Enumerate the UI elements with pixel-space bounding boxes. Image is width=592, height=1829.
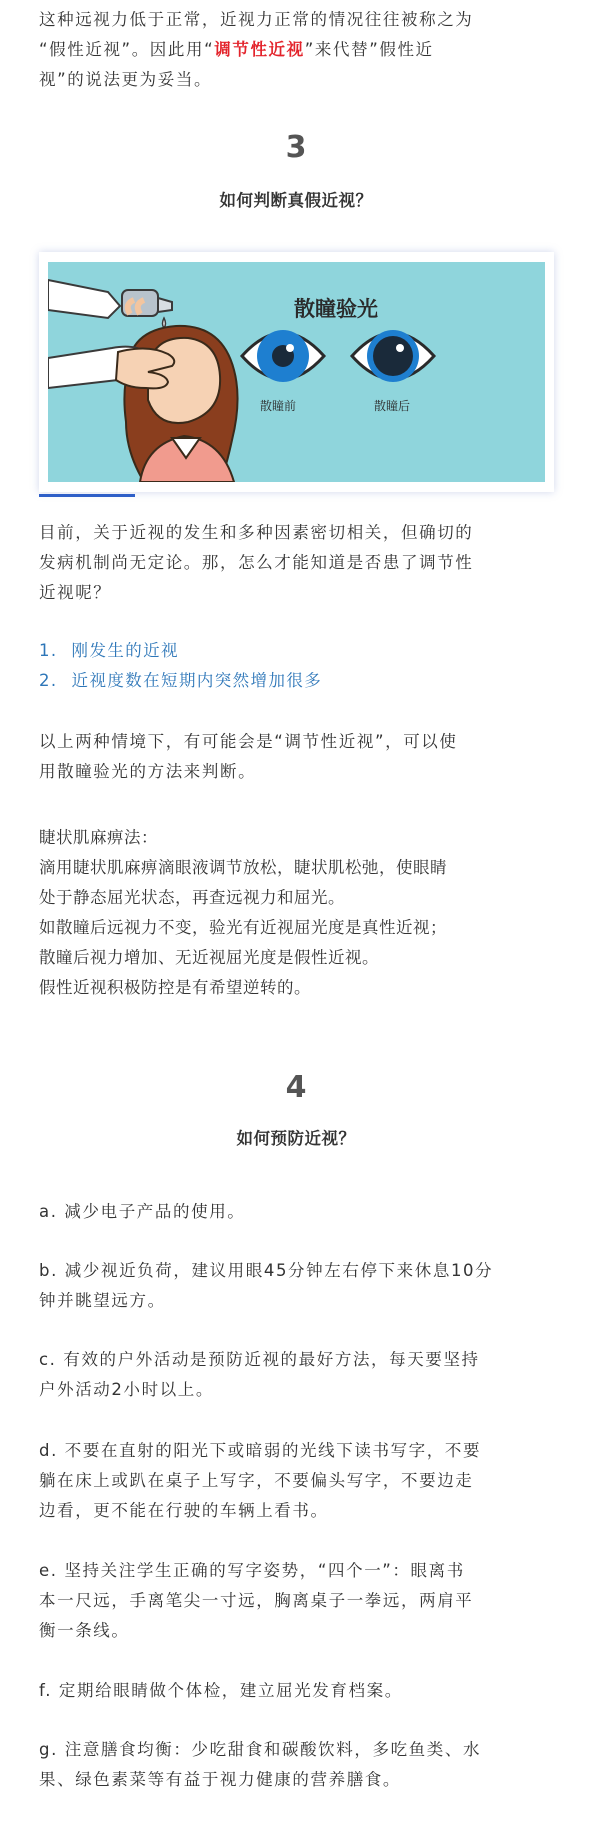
list-item: 2. 近视度数在短期内突然增加很多: [39, 671, 323, 690]
section-4-number: 4: [285, 1070, 307, 1105]
prevention-item-f: f. 定期给眼睛做个体检，建立屈光发育档案。: [39, 1681, 403, 1700]
illustration-title: 散瞳验光: [294, 297, 378, 321]
paragraph-line: 目前，关于近视的发生和多种因素密切相关，但确切的: [39, 523, 474, 542]
figure-progress-bar: [39, 494, 135, 497]
list-item: 1. 刚发生的近视: [39, 641, 179, 660]
section-3-paragraph: [39, 518, 554, 608]
intro-paragraph: [39, 5, 554, 95]
section-3-paragraph-2: [39, 727, 554, 787]
method-paragraph: [39, 823, 559, 1003]
illustration-svg: [48, 262, 545, 482]
section-4-title: 如何预防近视？: [236, 1129, 356, 1148]
method-line: 如散瞳后远视力不变，验光有近视屈光度是真性近视；: [39, 918, 447, 937]
intro-line-2: “假性近视”。因此用“调节性近视”来代替”假性近: [39, 40, 434, 59]
paragraph-line: 用散瞳验光的方法来判断。: [39, 762, 257, 781]
paragraph-line: 以上两种情境下，有可能会是“调节性近视”，可以使: [39, 732, 458, 751]
section-3-title: 如何判断真假近视？: [219, 191, 373, 210]
method-line: 处于静态屈光状态，再查远视力和屈光。: [39, 888, 345, 907]
intro-line-1: 这种远视力低于正常，近视力正常的情况往往被称之为: [39, 10, 474, 29]
method-line: 滴用睫状肌麻痹滴眼液调节放松，睫状肌松弛，使眼睛: [39, 858, 447, 877]
label-after: 散瞳后: [373, 399, 411, 413]
prevention-item-c: c. 有效的户外活动是预防近视的最好方法，每天要坚持 户外活动2小时以上。: [39, 1350, 480, 1399]
intro-line-3: 视”的说法更为妥当。: [39, 70, 213, 89]
symptom-list: [39, 636, 554, 696]
dilation-refraction-illustration: [39, 252, 554, 492]
method-heading: 睫状肌麻痹法：: [39, 828, 158, 847]
prevention-item-d: d. 不要在直射的阳光下或暗弱的光线下读书写字，不要 躺在床上或趴在桌子上写字，不要偏头写字，不要边走 边看，更不能在行驶的车辆上看书。: [39, 1441, 482, 1520]
label-before: 散瞳前: [259, 399, 297, 413]
prevention-item-g: g. 注意膳食均衡：少吃甜食和碳酸饮料，多吃鱼类、水 果、绿色素菜等有益于视力健康的营养膳食。: [39, 1740, 482, 1789]
highlight-term: 调节性近视: [214, 40, 305, 59]
paragraph-line: 发病机制尚无定论。那，怎么才能知道是否患了调节性: [39, 553, 474, 572]
method-line: 散瞳后视力增加、无近视屈光度是假性近视。: [39, 948, 379, 967]
method-line: 假性近视积极防控是有希望逆转的。: [39, 978, 311, 997]
paragraph-line: 近视呢？: [39, 583, 112, 602]
prevention-item-e: e. 坚持关注学生正确的写字姿势，“四个一”：眼离书 本一尺远，手离笔尖一寸远，胸离桌子一拳远，两肩平 衡一条线。: [39, 1561, 474, 1640]
prevention-item-a: a. 减少电子产品的使用。: [39, 1202, 246, 1221]
prevention-item-b: b. 减少视近负荷，建议用眼45分钟左右停下来休息10分 钟并眺望远方。: [39, 1261, 494, 1310]
doctor-hand: [116, 348, 174, 388]
section-3-number: 3: [285, 130, 307, 165]
